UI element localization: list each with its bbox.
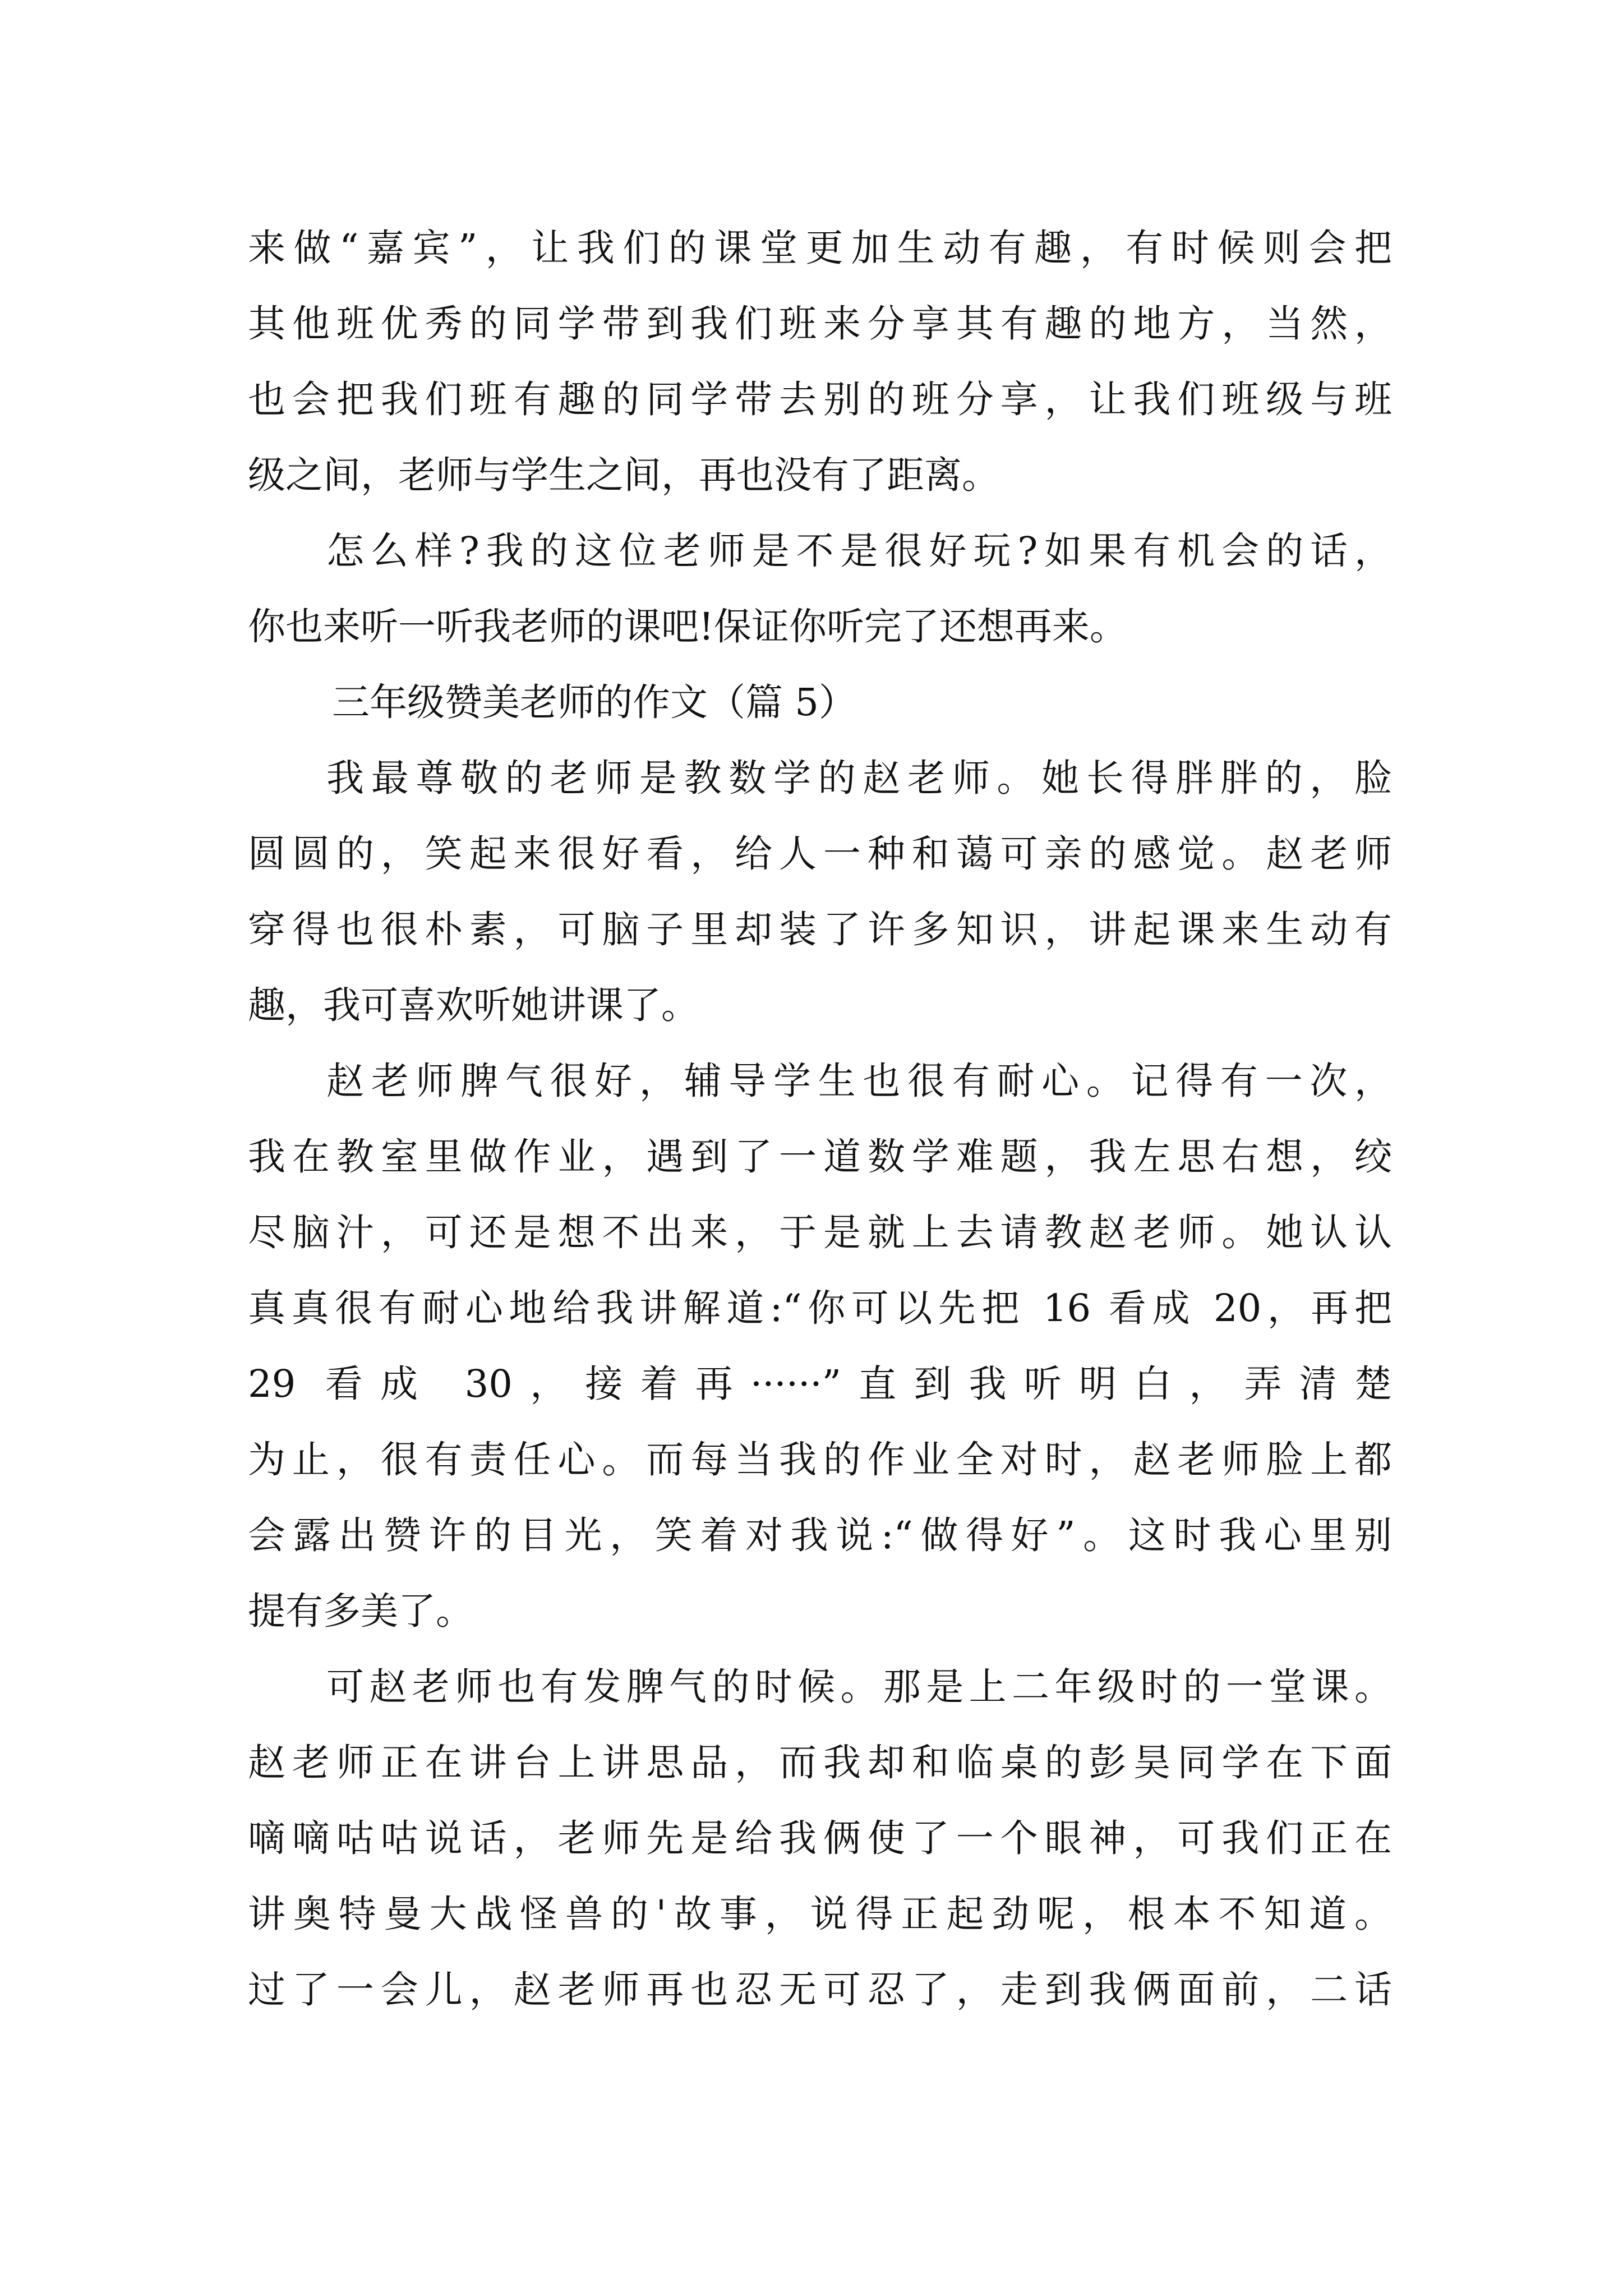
- text-line: 为止，很有责任心。而每当我的作业全对时，赵老师脸上都: [248, 1438, 1392, 1481]
- text-line: 提有多美了。: [248, 1589, 473, 1633]
- text-line: 29 看成 30，接着再······”直到我听明白，弄清楚: [248, 1362, 1392, 1406]
- heading-line: 三年级赞美老师的作文（篇 5）: [332, 680, 856, 724]
- text-line: 赵老师正在讲台上讲思品，而我却和临桌的彭昊同学在下面: [248, 1741, 1392, 1784]
- text-line: 趣，我可喜欢听她讲课了。: [248, 983, 699, 1027]
- text-line: 也会把我们班有趣的同学带去别的班分享，让我们班级与班: [248, 378, 1392, 421]
- text-line: 过了一会儿，赵老师再也忍无可忍了，走到我俩面前，二话: [248, 1968, 1392, 2012]
- paragraph: [248, 513, 1392, 665]
- text-line: 嘀嘀咕咕说话，老师先是给我俩使了一个眼神，可我们正在: [248, 1816, 1392, 1860]
- paragraph: [248, 1649, 1392, 2028]
- text-line: 怎么样?我的这位老师是不是很好玩?如果有机会的话，: [326, 529, 1392, 573]
- section-heading: [248, 665, 1392, 740]
- paragraph: [248, 1043, 1392, 1649]
- text-line: 我最尊敬的老师是教数学的赵老师。她长得胖胖的，脸: [326, 756, 1392, 800]
- document-body: [248, 210, 1392, 2028]
- text-line: 穿得也很朴素，可脑子里却装了许多知识，讲起课来生动有: [248, 908, 1392, 951]
- text-line: 你也来听一听我老师的课吧!保证你听完了还想再来。: [248, 605, 1127, 648]
- text-line: 真真很有耐心地给我讲解道:“你可以先把 16 看成 20，再把: [248, 1286, 1392, 1330]
- text-line: 尽脑汁，可还是想不出来，于是就上去请教赵老师。她认认: [248, 1211, 1392, 1254]
- text-line: 会露出赞许的目光，笑着对我说:“做得好”。这时我心里别: [248, 1513, 1392, 1557]
- text-line: 其他班优秀的同学带到我们班来分享其有趣的地方，当然，: [248, 302, 1392, 346]
- text-line: 讲奥特曼大战怪兽的'故事，说得正起劲呢，根本不知道。: [248, 1892, 1392, 1936]
- text-line: 圆圆的，笑起来很好看，给人一种和蔼可亲的感觉。赵老师: [248, 832, 1392, 876]
- paragraph: [248, 210, 1392, 513]
- text-line: 来做“嘉宾”，让我们的课堂更加生动有趣，有时候则会把: [248, 226, 1392, 270]
- text-line: 我在教室里做作业，遇到了一道数学难题，我左思右想，绞: [248, 1135, 1392, 1179]
- paragraph: [248, 740, 1392, 1043]
- text-line: 可赵老师也有发脾气的时候。那是上二年级时的一堂课。: [326, 1665, 1392, 1709]
- text-line: 赵老师脾气很好，辅导学生也很有耐心。记得有一次，: [326, 1059, 1392, 1103]
- text-line: 级之间，老师与学生之间，再也没有了距离。: [248, 453, 999, 497]
